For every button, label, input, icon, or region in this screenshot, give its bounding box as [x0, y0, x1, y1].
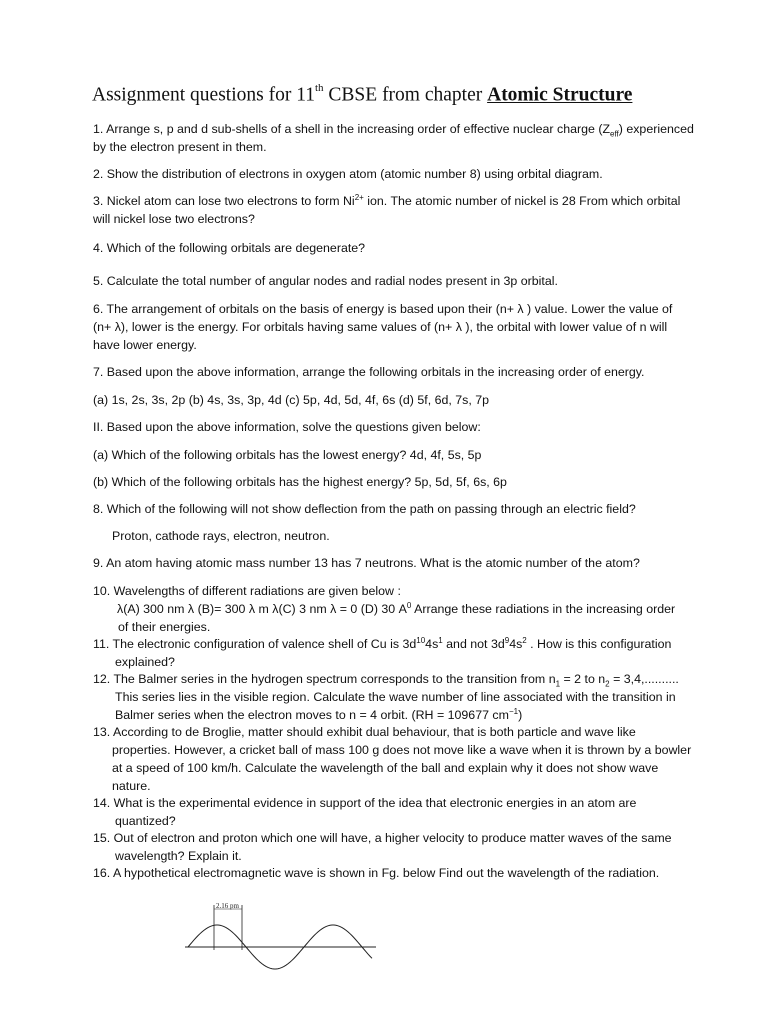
question-3: 3. Nickel atom can lose two electrons to form $Ni^{2+}$ ion. The atomic number of nickel is 28 From which orbital [93, 192, 681, 208]
question-12-line2: This series lies in the visible region. Calculate the wave number of line associated with the transition in [115, 690, 676, 704]
question-6: 6. The arrangement of orbitals on the basis of energy is based upon their (n+ λ ) value. Lower the value of [93, 302, 673, 316]
question-13-line3: at a speed of 100 km/h. Calculate the wavelength of the ball and explain why it does not show wave [112, 761, 659, 775]
question-II-b: (b) Which of the following orbitals has the highest energy? 5p, 5d, 5f, 6s, 6p [93, 475, 507, 489]
question-14: 14. What is the experimental evidence in support of the idea that electronic energies in an atom are [93, 796, 637, 810]
question-10-line3: of their energies. [118, 620, 211, 634]
page-title: Assignment questions for 11th CBSE from chapter Atomic Structure [92, 82, 633, 106]
question-16: 16. A hypothetical electromagnetic wave is shown in Fg. below Find out the wavelength of the radiation. [93, 866, 660, 880]
question-12: 12. The Balmer series in the hydrogen spectrum corresponds to the transition from $n_1 = 2$ to $n_2 = 3,4$,.......... [93, 672, 679, 689]
question-14-line2: quantized? [115, 814, 176, 828]
question-1: 1. Arrange s, p and d sub-shells of a shell in the increasing order of effective nuclear charge $(Z_{eff})$ experienced [93, 122, 694, 139]
question-10-line2: λ(A) 300 nm λ (B)= 300 λ m λ(C) 3 nm λ = 0 (D) 30 $A^0$ Arrange these radiations in the increasing order [117, 600, 676, 616]
wavelength-label: 2.16 pm [216, 902, 239, 910]
question-II: II. Based upon the above information, solve the questions given below: [93, 420, 481, 434]
question-6-line2: (n+ λ), lower is the energy. For orbitals having same values of (n+ λ ), the orbital with lower value of n will [93, 320, 668, 334]
question-11-line2: explained? [115, 655, 175, 669]
question-7-options: (a) 1s, 2s, 3s, 2p (b) 4s, 3s, 3p, 4d (c) 5p, 4d, 5d, 4f, 6s (d) 5f, 6d, 7s, 7p [93, 393, 490, 407]
question-9: 9. An atom having atomic mass number 13 has 7 neutrons. What is the atomic number of the atom? [93, 556, 640, 570]
question-13-line2: properties. However, a cricket ball of mass 100 g does not move like a wave when it is thrown by a bowler [112, 743, 692, 757]
question-12-line3: Balmer series when the electron moves to n = 4 orbit. (RH = 109677 $cm^{-1}$) [115, 706, 523, 722]
question-6-line3: have lower energy. [93, 338, 197, 352]
question-7: 7. Based upon the above information, arrange the following orbitals in the increasing order of energy. [93, 365, 645, 379]
question-5: 5. Calculate the total number of angular nodes and radial nodes present in 3p orbital. [93, 274, 558, 288]
question-4: 4. Which of the following orbitals are degenerate? [93, 241, 366, 255]
question-15-line2: wavelength? Explain it. [115, 849, 242, 863]
question-13: 13. According to de Broglie, matter should exhibit dual behaviour, that is both particle and wave like [93, 725, 636, 739]
question-3-line2: will nickel lose two electrons? [93, 212, 255, 226]
question-II-a: (a) Which of the following orbitals has the lowest energy? 4d, 4f, 5s, 5p [93, 448, 482, 462]
question-11: 11. The electronic configuration of valence shell of Cu is $3d^{10}4s^1$ and not $3d^94s^2$ . How is this configuration [93, 635, 672, 651]
question-10: 10. Wavelengths of different radiations are given below : [93, 584, 401, 598]
chapter-name: Atomic Structure [487, 84, 633, 106]
question-8: 8. Which of the following will not show deflection from the path on passing through an electric field? [93, 502, 636, 516]
wave-figure [180, 895, 380, 980]
question-13-line4: nature. [112, 779, 151, 793]
question-1-line2: by the electron present in them. [93, 140, 267, 154]
question-2: 2. Show the distribution of electrons in oxygen atom (atomic number 8) using orbital diagram. [93, 167, 603, 181]
question-8-options: Proton, cathode rays, electron, neutron. [112, 529, 330, 543]
question-15: 15. Out of electron and proton which one will have, a higher velocity to produce matter waves of the same [93, 831, 672, 845]
